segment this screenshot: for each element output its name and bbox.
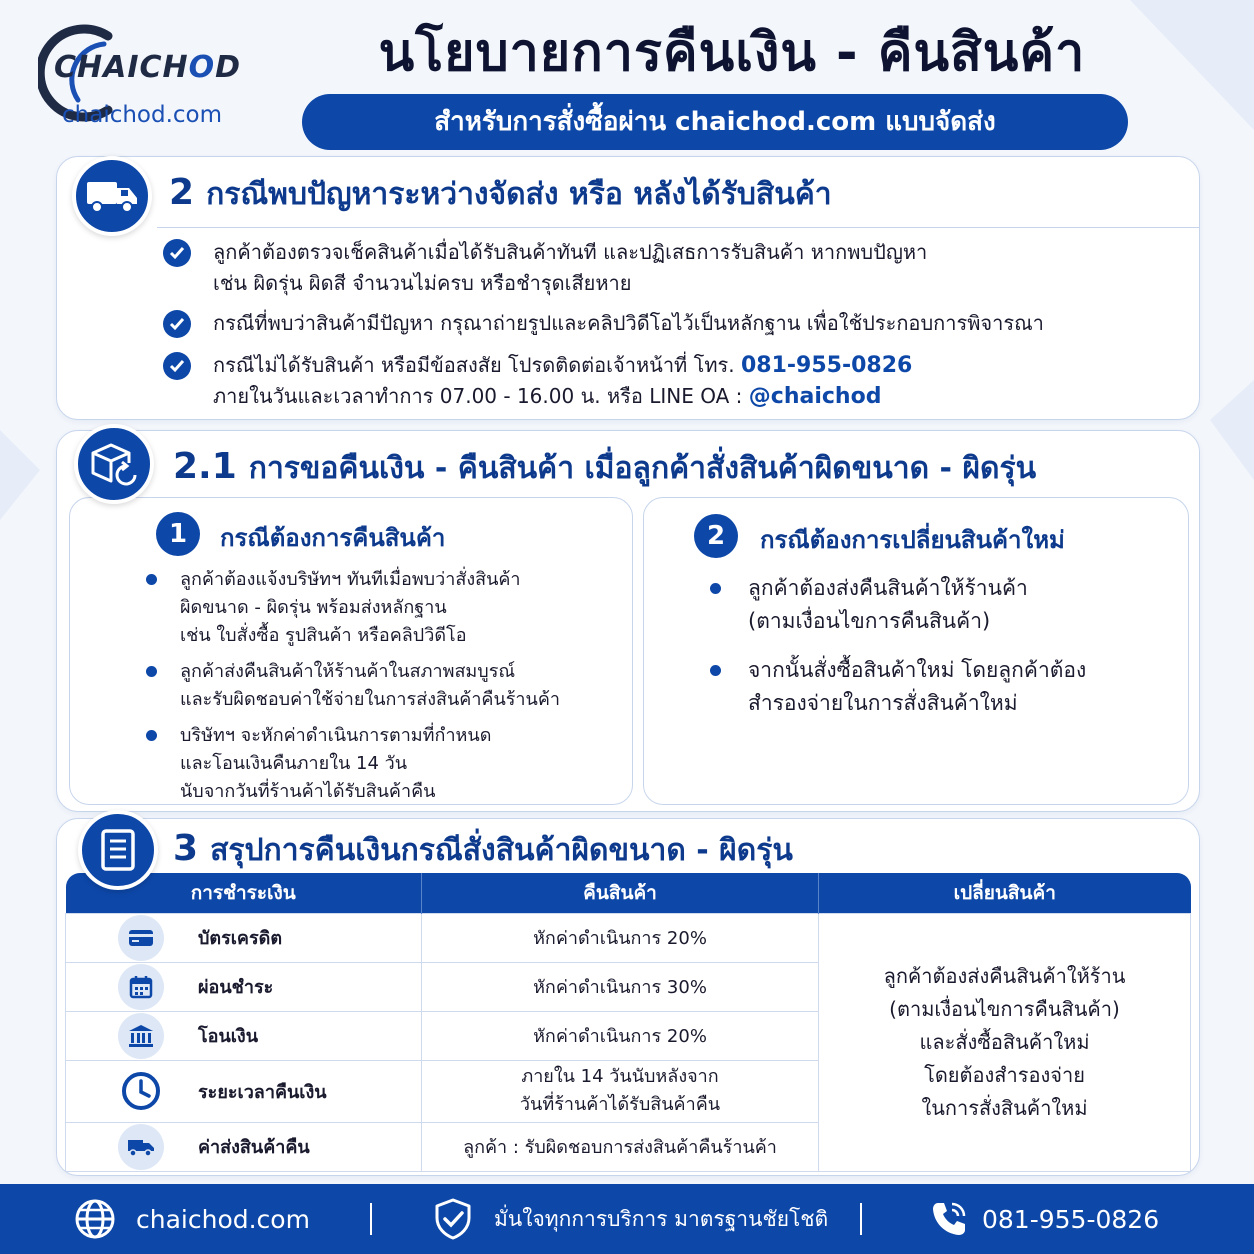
globe-icon <box>74 1198 116 1240</box>
payment-label: ผ่อนชำระ <box>198 977 274 998</box>
payment-label: บัตรเครดิต <box>198 928 283 949</box>
exchange-line: ในการสั่งสินค้าใหม่ <box>921 1095 1088 1120</box>
bullet-line: ลูกค้าต้องแจ้งบริษัทฯ ทันทีเมื่อพบว่าสั่งสินค้า <box>180 569 521 590</box>
list-item <box>146 566 616 650</box>
box-return-icon <box>74 424 154 504</box>
check-text-line: กรณีไม่ได้รับสินค้า หรือมีข้อสงสัย โปรดติดต่อเจ้าหน้าที่ โทร. <box>213 353 741 377</box>
logo-accent-letter: O <box>188 50 216 85</box>
exchange-case-title: กรณีต้องการเปลี่ยนสินค้าใหม่ <box>760 526 1065 554</box>
section-divider <box>157 227 1199 228</box>
phone-icon <box>930 1200 968 1238</box>
exchange-line: ลูกค้าต้องส่งคืนสินค้าให้ร้าน <box>883 963 1126 988</box>
exchange-summary <box>819 913 1191 1171</box>
page-subtitle: สำหรับการสั่งซื้อผ่าน chaichod.com แบบจัดส่ง <box>302 94 1128 150</box>
delivery-truck-icon <box>118 1124 164 1170</box>
table-header-payment: การชำระเงิน <box>66 873 422 913</box>
exchange-bullet-list <box>710 572 1170 736</box>
check-text-line: ลูกค้าต้องตรวจเช็คสินค้าเมื่อได้รับสินค้าทันที และปฏิเสธการรับสินค้า หากพบปัญหา <box>213 240 928 264</box>
table-header-return: คืนสินค้า <box>422 873 819 913</box>
list-item <box>146 658 616 714</box>
line-oa-link[interactable]: @chaichod <box>748 384 882 409</box>
footer-divider <box>370 1203 372 1235</box>
section-refund-summary <box>56 818 1200 1176</box>
refund-case-card <box>69 497 633 805</box>
return-line: วันที่ร้านค้าได้รับสินค้าคืน <box>519 1094 721 1115</box>
bullet-line: ลูกค้าต้องส่งคืนสินค้าให้ร้านค้า <box>748 576 1028 600</box>
check-text-line: เช่น ผิดรุ่น ผิดสี จำนวนไม่ครบ หรือชำรุดเสียหาย <box>213 271 632 295</box>
section-2-1-title <box>173 445 1036 492</box>
refund-case-title: กรณีต้องการคืนสินค้า <box>220 524 446 552</box>
payment-label: ค่าส่งสินค้าคืน <box>198 1137 310 1158</box>
logo-url: chaichod.com <box>62 102 223 128</box>
payment-label: โอนเงิน <box>198 1026 259 1047</box>
refund-summary-table <box>65 873 1191 1172</box>
check-icon <box>163 239 191 267</box>
section-title-text: สรุปการคืนเงินกรณีสั่งสินค้าผิดขนาด - ผิดรุ่น <box>210 833 793 868</box>
bullet-line: นับจากวันที่ร้านค้าได้รับสินค้าคืน <box>180 781 436 802</box>
section-number: 2 <box>169 172 195 213</box>
document-icon <box>78 810 158 890</box>
section-2-title <box>169 171 832 218</box>
check-item <box>163 350 912 412</box>
footer-divider <box>860 1203 862 1235</box>
list-item <box>710 654 1170 720</box>
exchange-line: (ตามเงื่อนไขการคืนสินค้า) <box>889 996 1120 1021</box>
return-value: หักค่าดำเนินการ 20% <box>422 1011 819 1060</box>
return-value <box>422 1060 819 1122</box>
bullet-line: และโอนเงินคืนภายใน 14 วัน <box>180 753 408 774</box>
bullet-line: บริษัทฯ จะหักค่าดำเนินการตามที่กำหนด <box>180 725 492 746</box>
check-text-line: ภายในวันและเวลาทำการ 07.00 - 16.00 น. หรือ LINE OA : <box>213 384 749 408</box>
list-item <box>146 722 616 806</box>
clock-icon <box>118 1068 164 1114</box>
brand-logo <box>38 14 248 134</box>
refund-bullet-list <box>146 566 616 814</box>
return-value: หักค่าดำเนินการ 30% <box>422 962 819 1011</box>
section-refund-request <box>56 430 1200 812</box>
calendar-icon <box>118 964 164 1010</box>
shield-check-icon <box>434 1198 472 1240</box>
section-delivery-problem <box>56 156 1200 420</box>
footer-website[interactable] <box>74 1184 310 1254</box>
section-title-text: กรณีพบปัญหาระหว่างจัดส่ง หรือ หลังได้รับสินค้า <box>206 177 832 212</box>
bullet-line: จากนั้นสั่งซื้อสินค้าใหม่ โดยลูกค้าต้อง <box>748 658 1087 682</box>
bullet-line: และรับผิดชอบค่าใช้จ่ายในการส่งสินค้าคืนร้านค้า <box>180 689 560 710</box>
check-item <box>163 308 1044 339</box>
check-icon <box>163 352 191 380</box>
bullet-line: เช่น ใบสั่งซื้อ รูปสินค้า หรือคลิปวิดีโอ <box>180 625 467 646</box>
footer-tagline-text: มั่นใจทุกการบริการ มาตรฐานชัยโชติ <box>494 1206 829 1231</box>
logo-wordmark: CHAICHOD <box>54 50 242 85</box>
footer-website-text: chaichod.com <box>136 1204 310 1234</box>
table-row <box>66 913 1191 962</box>
bullet-line: ผิดขนาด - ผิดรุ่น พร้อมส่งหลักฐาน <box>180 597 447 618</box>
footer-tagline <box>434 1184 828 1254</box>
exchange-case-card <box>643 497 1189 805</box>
section-3-title <box>173 827 793 874</box>
check-item <box>163 237 927 299</box>
exchange-line: โดยต้องสำรองจ่าย <box>924 1062 1085 1087</box>
page-title: นโยบายการคืนเงิน - คืนสินค้า <box>378 23 1086 83</box>
truck-icon <box>72 156 152 236</box>
list-item <box>710 572 1170 638</box>
bullet-line: ลูกค้าส่งคืนสินค้าให้ร้านค้าในสภาพสมบูรณ์ <box>180 661 516 682</box>
footer-phone-text: 081-955-0826 <box>982 1204 1160 1234</box>
case-number-badge: 2 <box>694 514 738 558</box>
return-line: ภายใน 14 วันนับหลังจาก <box>521 1066 719 1087</box>
section-number: 2.1 <box>173 446 237 487</box>
bullet-line: สำรองจ่ายในการสั่งสินค้าใหม่ <box>748 691 1018 715</box>
footer-bar <box>0 1184 1254 1254</box>
check-text-line: กรณีที่พบว่าสินค้ามีปัญหา กรุณาถ่ายรูปและคลิปวิดีโอไว้เป็นหลักฐาน เพื่อใช้ประกอบการพิจารณา <box>213 311 1044 335</box>
bullet-line: (ตามเงื่อนไขการคืนสินค้า) <box>748 609 991 633</box>
return-value: หักค่าดำเนินการ 20% <box>422 913 819 962</box>
case-number-badge: 1 <box>156 512 200 556</box>
section-title-text: การขอคืนเงิน - คืนสินค้า เมื่อลูกค้าสั่งสินค้าผิดขนาด - ผิดรุ่น <box>248 451 1037 486</box>
payment-label: ระยะเวลาคืนเงิน <box>198 1081 327 1103</box>
table-header-exchange: เปลี่ยนสินค้า <box>819 873 1191 913</box>
section-number: 3 <box>173 828 199 869</box>
bank-icon <box>118 1013 164 1059</box>
credit-card-icon <box>118 915 164 961</box>
contact-phone-link[interactable]: 081-955-0826 <box>740 353 913 378</box>
footer-phone[interactable] <box>930 1184 1159 1254</box>
exchange-line: และสั่งซื้อสินค้าใหม่ <box>919 1029 1090 1054</box>
check-icon <box>163 310 191 338</box>
return-value: ลูกค้า : รับผิดชอบการส่งสินค้าคืนร้านค้า <box>422 1122 819 1171</box>
